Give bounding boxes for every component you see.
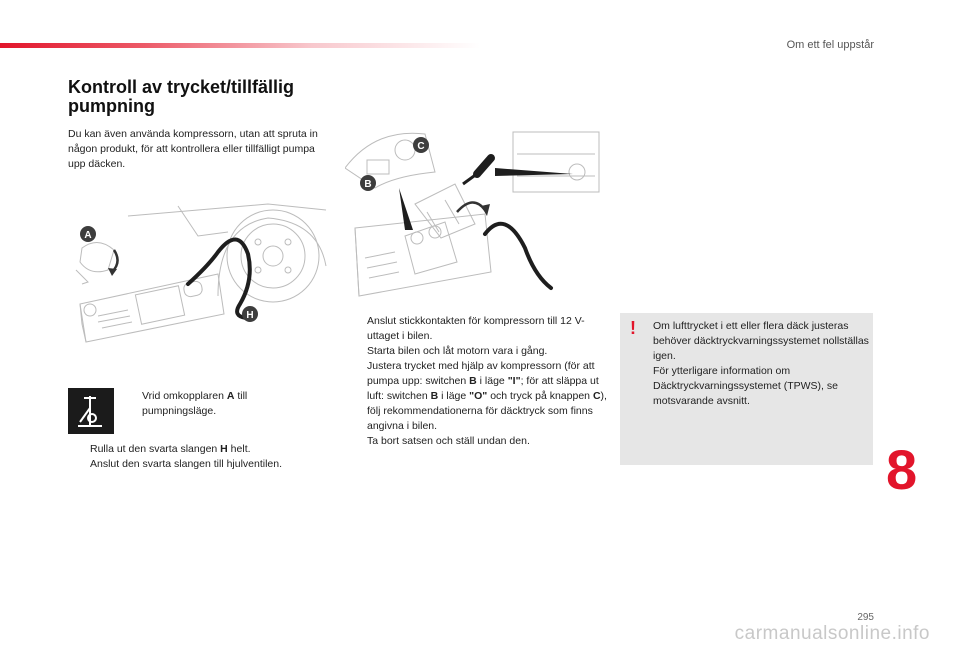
page-title: Kontroll av trycket/tillfällig pumpning xyxy=(68,77,295,116)
list-item: Starta bilen och låt motorn vara i gång. xyxy=(367,345,548,357)
compressor-steps xyxy=(345,314,607,449)
intro-text: Du kan även använda kompressorn, utan att spruta in någon produkt, för att kontrollera eller tillfälligt pumpa upp däcken. xyxy=(68,128,318,170)
hose-steps xyxy=(68,442,338,472)
watermark: carmanualsonline.info xyxy=(734,623,930,644)
pump-mode-switch-icon xyxy=(68,388,114,434)
switch-steps xyxy=(120,389,280,419)
list-item: Justera trycket med hjälp av kompressorn (för att pumpa upp: switchen B i läge "I"; för att släppa ut luft: switchen B i läge "O" och tryck på knappen C), följ rekommendationerna för däcktryck som finns angivna i bilen. xyxy=(367,360,607,432)
chapter-number: 8 xyxy=(886,438,918,501)
warning-paragraph: Om lufttrycket i ett eller flera däck justeras behöver däcktryckvarningssystemet nollställas igen. xyxy=(653,320,869,362)
label-a: A xyxy=(84,230,92,241)
compressor-wheel-illustration xyxy=(68,196,330,344)
compressor-socket-illustration xyxy=(345,128,600,300)
list-item: Vrid omkopplaren A till pumpningsläge. xyxy=(142,390,248,417)
header-accent-bar xyxy=(0,43,480,48)
list-item: Anslut stickkontakten för kompressorn till 12 V-uttaget i bilen. xyxy=(367,315,585,342)
section-title: Om ett fel uppstår xyxy=(786,39,874,51)
warning-paragraph: För ytterligare information om Däcktryckvarningssystemet (TPWS), se motsvarande avsnitt. xyxy=(653,365,838,407)
list-item: Rulla ut den svarta slangen H helt. xyxy=(90,443,251,455)
warning-icon: ! xyxy=(630,318,636,338)
page-number: 295 xyxy=(857,612,874,623)
label-h: H xyxy=(246,310,254,321)
label-b: B xyxy=(364,179,372,190)
label-c: C xyxy=(417,141,425,152)
list-item: Anslut den svarta slangen till hjulventilen. xyxy=(90,458,283,470)
warning-text xyxy=(653,319,869,409)
list-item: Ta bort satsen och ställ undan den. xyxy=(367,435,530,447)
